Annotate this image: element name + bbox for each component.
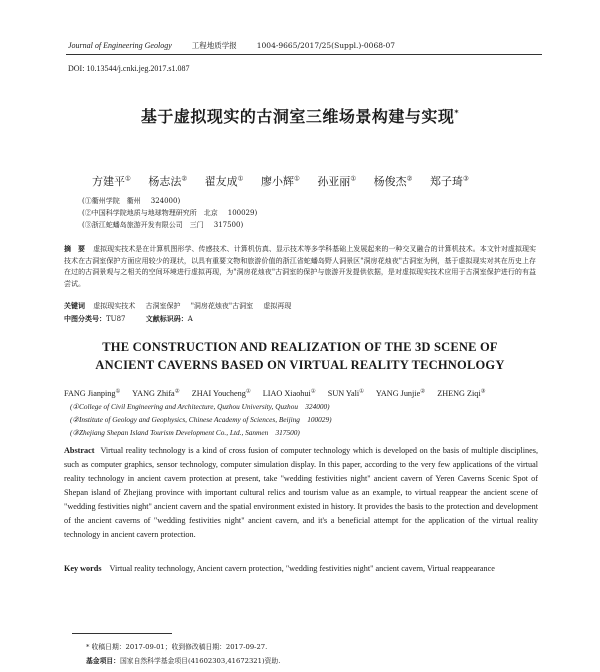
author-cn: 杨志法② (148, 174, 188, 188)
doi[interactable]: DOI: 10.13544/j.cnki.jeg.2017.s1.087 (68, 64, 190, 73)
footnote-received: * 收稿日期：2017-09-01；收到修改稿日期：2017-09-27. (86, 643, 268, 651)
issn: 1004-9665/2017/25(Suppl.)-0068-07 (256, 41, 396, 50)
fund-text: 国家自然科学基金项目(41602303,41672321)资助. (119, 657, 281, 665)
author-en: FANG Jianping① (64, 388, 121, 398)
keyword-cn: 古洞室保护 (145, 302, 181, 310)
header-rule (66, 54, 542, 55)
keywords-en-text: Virtual reality technology, Ancient cavern protection, "wedding festivities night" ancient cavern, Virtual reappearance (109, 564, 495, 573)
clc-label: 中图分类号： (64, 314, 106, 323)
author-en: ZHAI Youcheng① (191, 388, 251, 398)
title-cn (50, 104, 550, 127)
journal-name: Journal of Engineering Geology (68, 41, 172, 50)
author-cn: 翟友成① (204, 174, 244, 188)
author-cn: 杨俊杰② (373, 174, 413, 188)
author-cn: 廖小辉① (260, 174, 300, 188)
author-en: YANG Junjie② (375, 388, 426, 398)
keyword-cn: 虚拟再现 (263, 302, 292, 310)
journal-name-cn: 工程地质学报 (191, 41, 237, 50)
abstract-cn (64, 243, 536, 290)
abstract-en-label: Abstract (64, 446, 95, 455)
abstract-en-text: Virtual reality technology is a kind of cross fusion of computer technology which is developed on the basis of multiple disciplines, such as computer graphics, sensor technology, computer simulation display. In this paper, according to the very few applications of the virtual reality technology in ancient cavern protection at present, take "wedding festivities night" ancient cavern of Yeren Caverns Scenic Spot of Shepan island of Zhejiang province with important cultural relics and tourism value as an example, to virtual reappear the ancient scene of "wedding festivities night" ancient cavern and the spatial environment existed in history. It provides the basis to the protection and development of the ancient caverns of "wedding festivities night" ancient cavern, and it's a beneficial attempt for the application of the virtual reality technology in ancient cavern protection. (64, 446, 538, 539)
author-cn: 孙亚丽① (317, 174, 357, 188)
title-en-line: ANCIENT CAVERNS BASED ON VIRTUAL REALITY TECHNOLOGY (95, 358, 505, 372)
keyword-cn: 虚拟现实技术 (93, 302, 136, 310)
keywords-cn-label: 关键词 (64, 301, 85, 310)
keyword-cn: "洞房花烛夜"古洞室 (190, 302, 254, 310)
author-cn: 方建平① (92, 174, 131, 188)
keywords-en (64, 562, 538, 576)
author-en: SUN Yali① (327, 388, 365, 398)
affiliation-cn: (①衢州学院 衢州 324000) (82, 197, 181, 205)
affiliation-cn: (②中国科学院地质与地球物理研究所 北京 100029) (82, 209, 258, 217)
footnote-rule (72, 633, 172, 634)
author-en: ZHENG Ziqi③ (437, 388, 486, 398)
author-en: LIAO Xiaohui① (262, 388, 316, 398)
affiliation-en: (②Institute of Geology and Geophysics, Chinese Academy of Sciences, Beijing 100029) (70, 415, 332, 424)
title-cn-text: 基于虚拟现实的古洞室三维场景构建与实现 (140, 107, 455, 126)
clc-value: TU87 (106, 315, 126, 323)
running-header (68, 40, 538, 54)
abstract-cn-text: 虚拟现实技术是在计算机图形学、传感技术、计算机仿真、显示技术等多学科基础上发展起来的一种交叉融合的计算机技术。本文针对虚拟现实技术在古洞室保护方面应用较少的现状，以具有重要文物和旅游价值的浙江省蛇蟠岛野人洞景区"洞房花烛夜"古洞室为例，基于虚拟现实对其在历史上存在过的古洞景观与之相关的空间环境进行虚拟再现，为"洞房花烛夜"古洞室的保护与旅游开发提供依据，是对虚拟现实技术应用于古洞室保护进行的有益尝试。 (64, 245, 536, 288)
title-en-line: THE CONSTRUCTION AND REALIZATION OF THE 3D SCENE OF (102, 340, 498, 354)
authors-en (64, 388, 496, 398)
doc-code-label: 文献标识码： (145, 314, 188, 323)
keywords-cn (64, 301, 536, 311)
footnote-fund (86, 655, 280, 665)
affiliation-en: (③Zhejiang Shepan Island Tourism Development Co., Ltd., Sanmen 317500) (70, 428, 300, 437)
affiliation-cn: (③浙江蛇蟠岛旅游开发有限公司 三门 317500) (82, 221, 244, 229)
title-en (40, 338, 560, 374)
fund-label: 基金项目： (86, 657, 120, 665)
author-en: YANG Zhifa② (132, 388, 180, 398)
abstract-cn-label: 摘 要 (64, 244, 86, 253)
abstract-en (64, 444, 538, 542)
doc-code-value: A (187, 315, 193, 323)
keywords-en-label: Key words (64, 564, 102, 573)
affiliation-en: (①College of Civil Engineering and Architecture, Quzhou University, Quzhou 324000) (70, 402, 330, 411)
title-cn-mark: * (454, 108, 460, 118)
classification-line (64, 314, 193, 324)
author-cn: 郑子琦③ (429, 174, 469, 188)
authors-cn (92, 173, 483, 189)
